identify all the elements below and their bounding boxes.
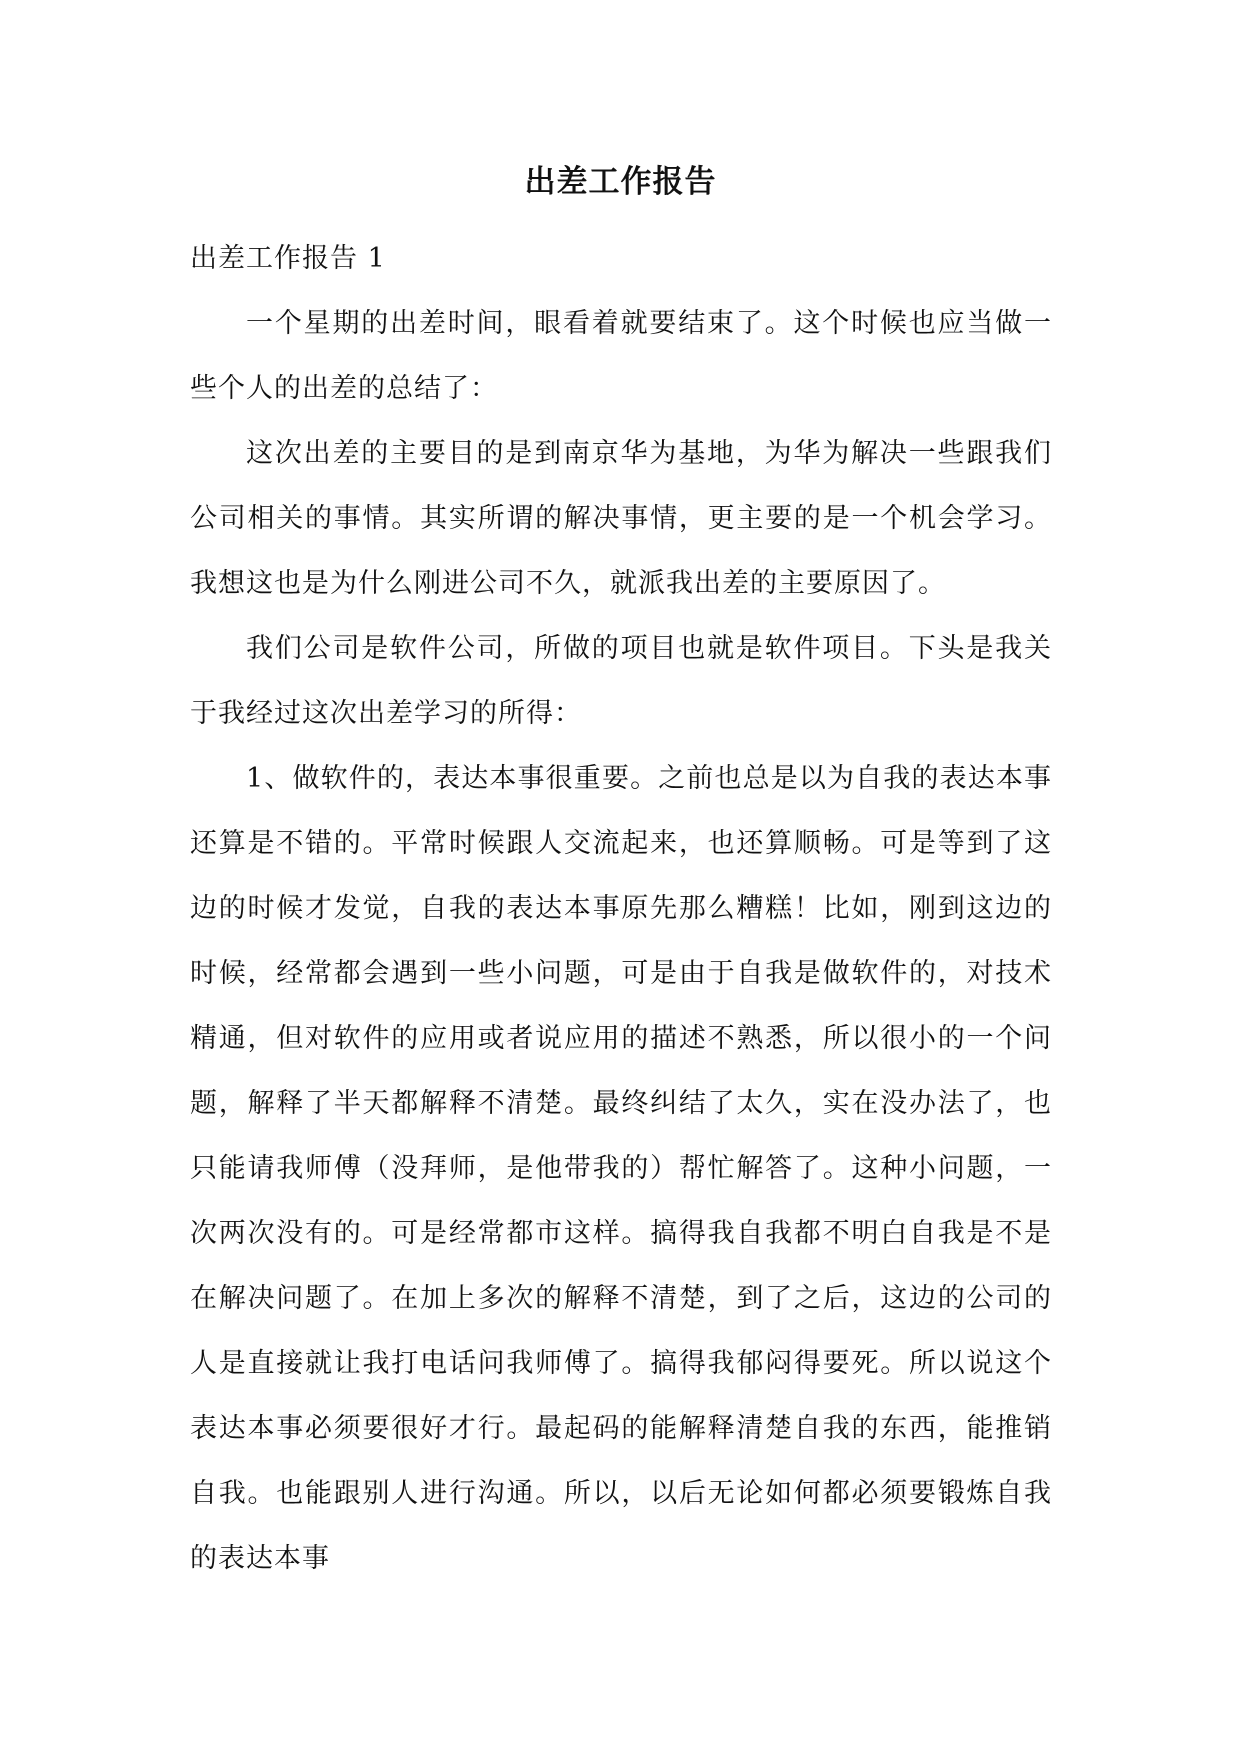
paragraph: 这次出差的主要目的是到南京华为基地，为华为解决一些跟我们公司相关的事情。其实所谓的解决事情，更主要的是一个机会学习。我想这也是为什么刚进公司不久，就派我出差的主要原因了。: [190, 438, 1052, 599]
document-body: [190, 226, 1052, 1591]
paragraph: 我们公司是软件公司，所做的项目也就是软件项目。下头是我关于我经过这次出差学习的所得：: [190, 633, 1052, 729]
paragraph: 一个星期的出差时间，眼看着就要结束了。这个时候也应当做一些个人的出差的总结了：: [190, 308, 1052, 404]
document-title: 出差工作报告: [524, 164, 717, 200]
paragraph: 1、做软件的，表达本事很重要。之前也总是以为自我的表达本事还算是不错的。平常时候跟人交流起来，也还算顺畅。可是等到了这边的时候才发觉，自我的表达本事原先那么糟糕！比如，刚到这边的时候，经常都会遇到一些小问题，可是由于自我是做软件的，对技术精通，但对软件的应用或者说应用的描述不熟悉，所以很小的一个问题，解释了半天都解释不清楚。最终纠结了太久，实在没办法了，也只能请我师傅（没拜师，是他带我的）帮忙解答了。这种小问题，一次两次没有的。可是经常都市这样。搞得我自我都不明白自我是不是在解决问题了。在加上多次的解释不清楚，到了之后，这边的公司的人是直接就让我打电话问我师傅了。搞得我郁闷得要死。所以说这个表达本事必须要很好才行。最起码的能解释清楚自我的东西，能推销自我。也能跟别人进行沟通。所以，以后无论如何都必须要锻炼自我的表达本事: [190, 763, 1052, 1574]
section-heading: 出差工作报告 1: [190, 243, 386, 274]
